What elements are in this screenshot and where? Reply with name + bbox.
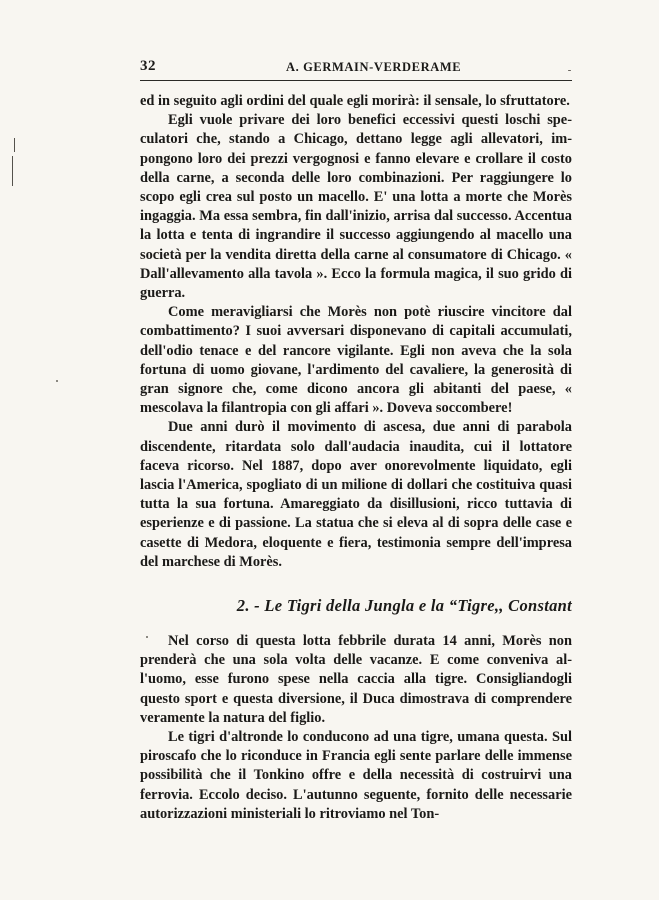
section-heading: 2. - Le Tigri della Jungla e la “Tigre,, Constant bbox=[236, 596, 572, 615]
paragraph: Nel corso di questa lotta febbrile durata 14 anni, Morès non prenderà che una sola volta delle vacanze. E come conveniva all'uomo, esse furono spese nella caccia alla tigre. Consigliandogli questo sport e questa diversione, il Duca dimostrava di comprendere veramente la natura del figlio. bbox=[140, 633, 572, 726]
margin-pencil-mark bbox=[14, 138, 15, 152]
page-header bbox=[140, 58, 572, 80]
paragraph: Due anni durò il movimento di ascesa, due anni di parabola discendente, ritardata solo dall'audacia inaudita, cui il lottatore faceva ricorso. Nel 1887, dopo aver onorevolmente liquidato, egli lascia l'America, spogliato di un milione di dollari che costituiva quasi tutta la sua fortuna. Amareggiato da disillusioni, ricco tuttavia di esperienze e di passione. La statua che si eleva al di sopra delle case e casette di Medora, eloquente e fiera, testimonia sempre dell'impresa del marchese di Morès. bbox=[140, 419, 572, 570]
paragraph: Come meravigliarsi che Morès non potè riuscire vincitore dal combattimento? I suoi avversari disponevano di capitali accumulati, dell'odio tenace e del rancore vigilante. Egli non aveva che la sola fortuna di uomo giovane, l'ardimento del cavaliere, la generosità di gran signore che, come dicono ancora gli abitanti del paese, « mescolava la filantropia con gli affari ». Doveva soccombere! bbox=[140, 304, 572, 417]
paper-speck bbox=[146, 636, 148, 638]
running-head: A. GERMAIN-VERDERAME bbox=[286, 60, 462, 74]
paragraph-continued: ed in seguito agli ordini del quale egli morirà: il sensale, lo sfruttatore. bbox=[140, 93, 570, 109]
header-rule bbox=[140, 80, 572, 81]
page-number: 32 bbox=[140, 58, 156, 74]
paragraph: Le tigri d'altronde lo conducono ad una tigre, umana questa. Sul piroscafo che lo riconduce in Francia egli sente parlare delle immense possibilità che il Tonkino offre e della necessità di costruirvi una ferrovia. Eccolo deciso. L'autunno seguente, fornito delle necessarie autorizzazioni ministeriali lo ritroviamo nel Ton- bbox=[140, 729, 572, 822]
paper-speck bbox=[568, 70, 571, 71]
margin-pencil-mark bbox=[12, 156, 13, 186]
paper-speck bbox=[56, 380, 58, 382]
paragraph: Egli vuole privare dei loro benefici eccessivi questi loschi speculatori che, stando a Chicago, dettano legge agli allevatori, impongono loro dei prezzi vergognosi e fanno elevare e crollare il costo della carne, a seconda delle loro combinazioni. Per raggiungere lo scopo egli crea sul posto un macello. E' una lotta a morte che Morès ingaggia. Ma essa sembra, fin dall'inizio, arrisa dal successo. Accentua la lotta e tenta di ingrandire il successo aggiungendo al macello una società per la vendita diretta della carne al consumatore di Chicago. « Dall'allevamento alla tavola ». Ecco la formula magica, il suo grido di guerra. bbox=[140, 112, 572, 302]
text-block-after-heading bbox=[140, 632, 572, 824]
text-block-before-heading bbox=[140, 92, 572, 572]
